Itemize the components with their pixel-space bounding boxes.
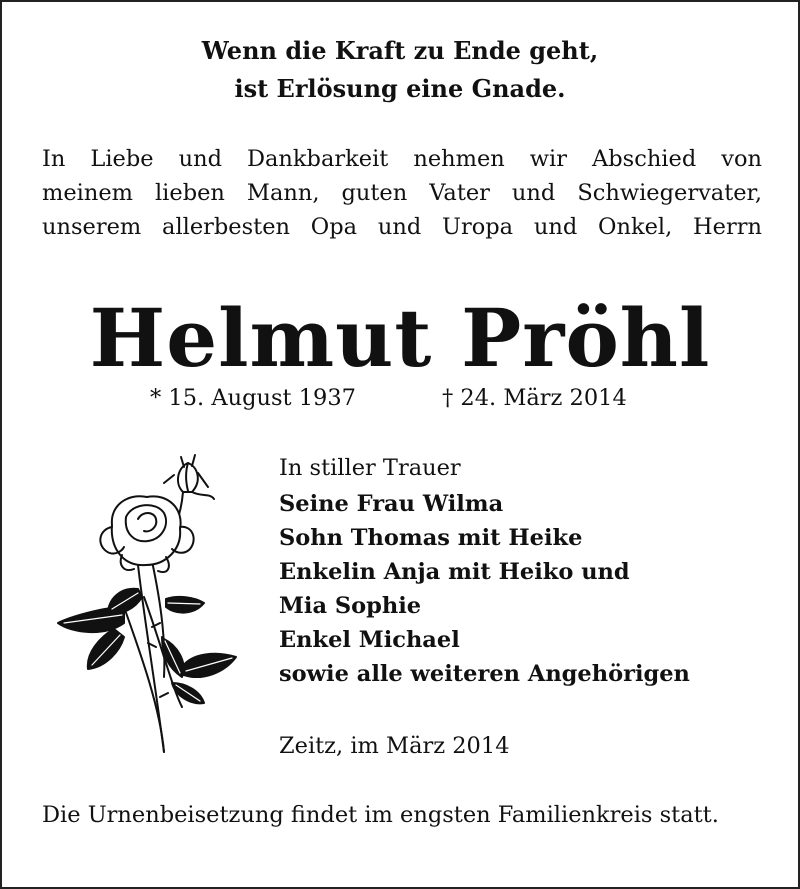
death-date: † 24. März 2014 (442, 385, 627, 411)
mourners-block (279, 451, 779, 691)
motto-line-1: Wenn die Kraft zu Ende geht, (201, 36, 599, 65)
place-date: Zeitz, im März 2014 (279, 733, 510, 759)
intro-line-2: meinem lieben Mann, guten Vater und Schwiegervater, (42, 180, 762, 206)
motto-line-2: ist Erlösung eine Gnade. (234, 74, 566, 103)
burial-notice: Die Urnenbeisetzung findet im engsten Familienkreis statt. (42, 802, 719, 828)
intro-line-3: unserem allerbesten Opa und Uropa und Onkel, Herrn (42, 214, 762, 240)
mourner-name: Enkelin Anja mit Heiko und (279, 559, 630, 585)
mourners-lead: In stiller Trauer (279, 455, 461, 481)
rose-icon (52, 447, 242, 757)
intro-text (42, 142, 762, 244)
intro-line-1: In Liebe und Dankbarkeit nehmen wir Abschied von (42, 146, 762, 172)
mourner-name: Mia Sophie (279, 593, 422, 619)
mourner-name: sowie alle weiteren Angehörigen (279, 661, 690, 687)
mourner-name: Seine Frau Wilma (279, 491, 504, 517)
mourner-name: Sohn Thomas mit Heike (279, 525, 583, 551)
motto (2, 32, 798, 108)
birth-date: * 15. August 1937 (150, 385, 356, 411)
mourner-name: Enkel Michael (279, 627, 460, 653)
deceased-name: Helmut Pröhl (89, 291, 711, 385)
mourners-list (279, 487, 779, 691)
